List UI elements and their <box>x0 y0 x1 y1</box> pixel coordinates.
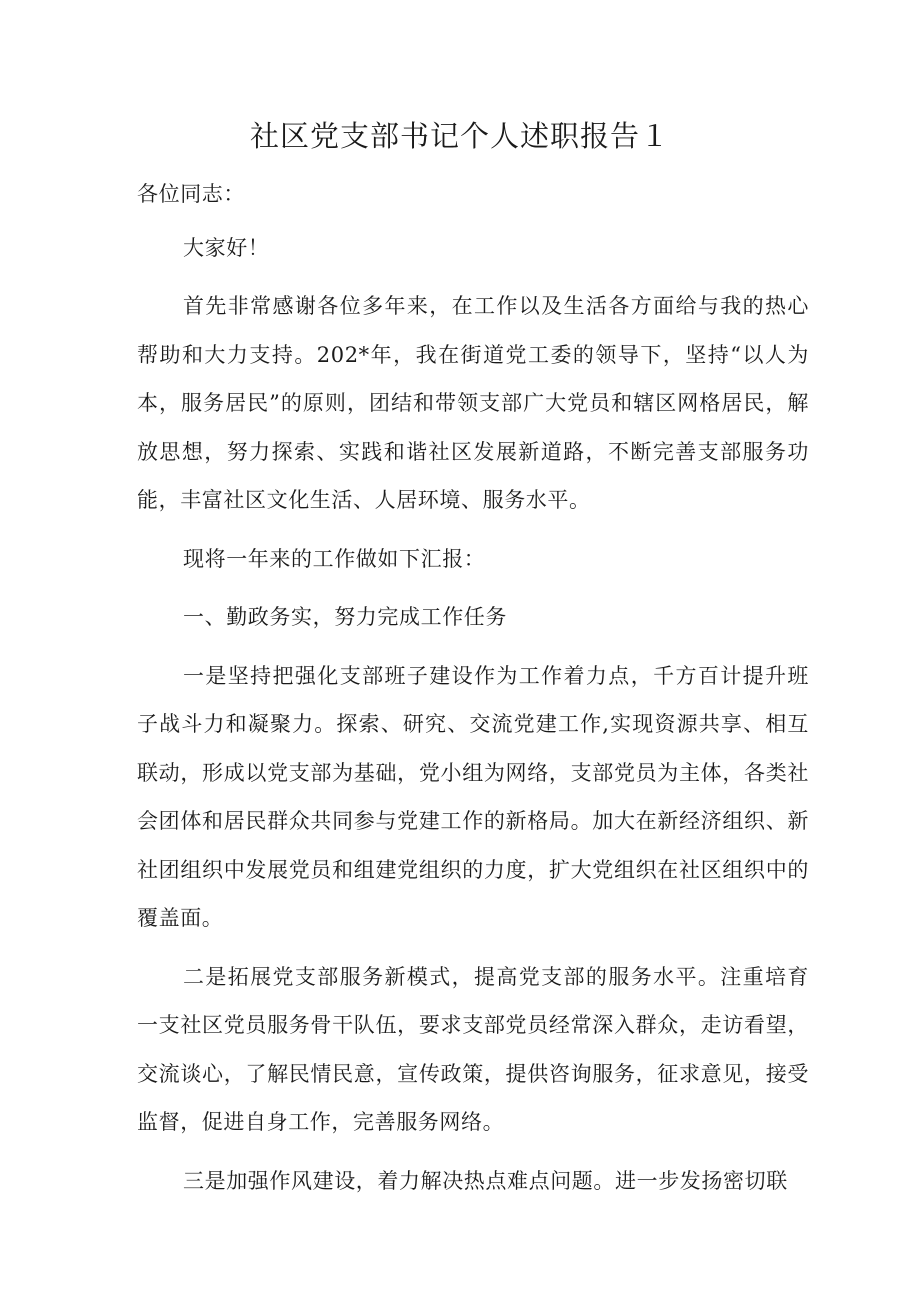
paragraph-point-3: 三是加强作风建设，着力解决热点难点问题。进一步发扬密切联 <box>183 1168 788 1193</box>
section-heading-1: 一、勤政务实，努力完成工作任务 <box>183 605 507 629</box>
paragraph-thanks: 首先非常感谢各位多年来，在工作以及生活各方面给与我的热心帮助和大力支持。202*年，我在街道党工委的领导下，坚持“以人为本，服务居民”的原则，团结和带领支部广大党员和辖区网格居民，解放思想，努力探索、实践和谐社区发展新道路，不断完善支部服务功能，丰富社区文化生活、人居环境、服务水平。 <box>137 294 809 512</box>
paragraph-point-2: 二是拓展党支部服务新模式，提高党支部的服务水平。注重培育一支社区党员服务骨干队伍，要求支部党员经常深入群众，走访看望，交流谈心，了解民情民意，宣传政策，提供咨询服务，征求意见，接受监督，促进自身工作，完善服务网络。 <box>137 964 809 1134</box>
paragraph-point-1: 一是坚持把强化支部班子建设作为工作着力点，千方百计提升班子战斗力和凝聚力。探索、研究、交流党建工作,实现资源共享、相互联动，形成以党支部为基础，党小组为网络，支部党员为主体，各类社会团体和居民群众共同参与党建工作的新格局。加大在新经济组织、新社团组织中发展党员和组建党组织的力度，扩大党组织在社区组织中的覆盖面。 <box>137 663 809 930</box>
salutation: 各位同志： <box>137 182 245 206</box>
document-title: 社区党支部书记个人述职报告１ <box>249 119 670 153</box>
paragraph-report-intro: 现将一年来的工作做如下汇报： <box>183 546 486 571</box>
paragraph-greeting: 大家好！ <box>183 235 270 260</box>
document-body <box>137 170 809 1215</box>
